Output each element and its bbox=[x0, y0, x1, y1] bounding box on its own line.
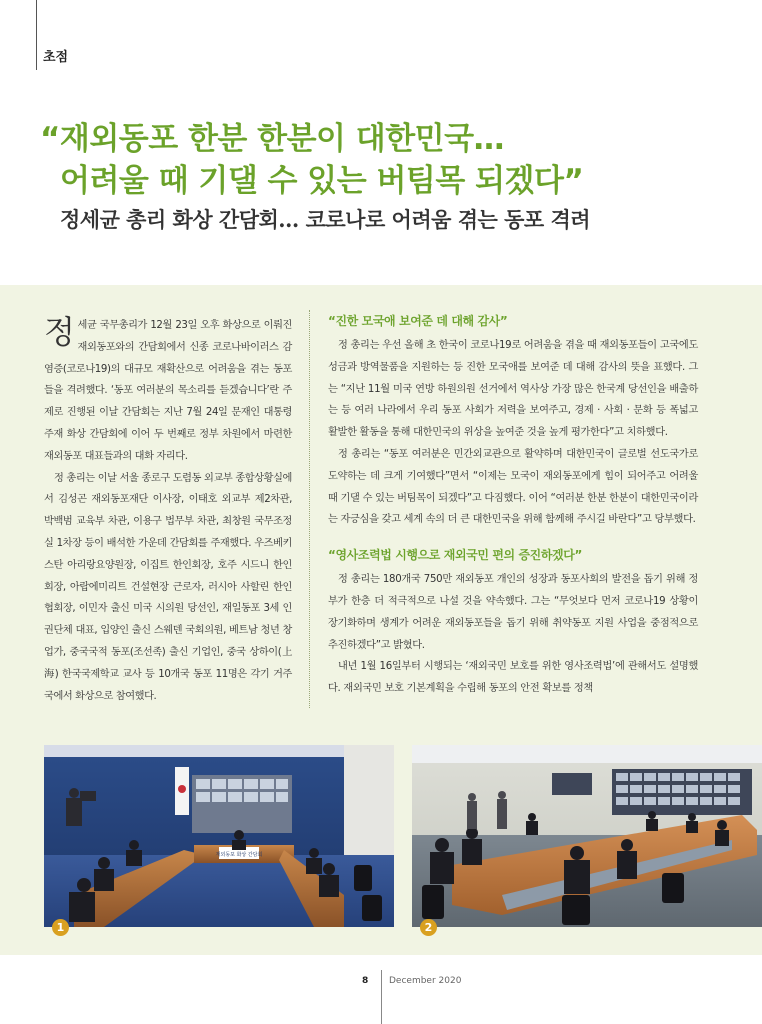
right-paragraph-2: 정 총리는 “동포 여러분은 민간외교관으로 활약하며 대한민국이 글로벌 선도국가로 도약하는 데 크게 기여했다”면서 “이제는 모국이 재외동포에게 힘이 되어주고 어려울 때 기댈 수 있는 버팀목이 되겠다”고 다짐했다. 이어 “여러분 한분 한분이 대한민국이라는 자긍심을 갖고 세계 속의 더 큰 대한민국을 위해 함께해 주시길 바란다”고 당부했다. bbox=[328, 448, 698, 526]
issue-date: December 2020 bbox=[389, 976, 462, 986]
right-column bbox=[328, 311, 698, 700]
right-paragraph-1: 정 총리는 우선 올해 초 한국이 코로나19로 어려움을 겪을 때 재외동포들이 고국에도 성금과 방역물품을 지원하는 등 진한 모국애를 보여준 데 대해 감사의 뜻을 표했다. 그는 “지난 11월 미국 연방 하원의원 선거에서 역사상 가장 많은 한국계 당선인을 배출하는 등 여러 나라에서 우리 동포 사회가 저력을 보여주고, 경제 · 사회 · 문화 등 폭넓고 활발한 활동을 통해 대한민국의 위상을 높여준 것을 높게 평가한다”고 치하했다. bbox=[328, 340, 698, 439]
drop-cap: 정 bbox=[44, 313, 75, 351]
headline-line-1: “재외동포 한분 한분이 대한민국… bbox=[40, 121, 505, 157]
left-paragraph-1 bbox=[44, 315, 292, 468]
left-paragraph-2: 정 총리는 이날 서울 종로구 도렴동 외교부 종합상황실에서 김성곤 재외동포재단 이사장, 이태호 외교부 제2차관, 박백범 교육부 차관, 이용구 법무부 차관, 최창원 국무조정실 1차장 등이 배석한 가운데 간담회를 주재했다. 우즈베키스탄 아리랑요양원장, 이집트 한인회장, 호주 시드니 한인회장, 아랍에미리트 건설현장 근로자, 러시아 사할린 한인협회장, 이민자 출신 미국 시의원 당선인, 재일동포 3세 인권단체 대표, 입양인 출신 스웨덴 국회의원, 베트남 청년 창업가, 중국국적 동포(조선족) 출신 기업인, 중국 상하이(上海) 한국국제학교 교사 등 10개국 동포 11명은 각기 거주국에서 화상으로 참여했다. bbox=[44, 472, 292, 702]
photo-1-banner-text: 재외동포 화상 간담회 bbox=[215, 852, 263, 858]
subheadline: 정세균 총리 화상 간담회… 코로나로 어려움 겪는 동포 격려 bbox=[60, 207, 591, 232]
right-paragraph-3: 정 총리는 180개국 750만 재외동포 개인의 성장과 동포사회의 발전을 돕기 위해 정부가 한층 더 적극적으로 나설 것을 약속했다. 그는 “무엇보다 먼저 코로나19 상황이 장기화하며 생계가 어려운 재외동포들을 돕기 위해 취약동포 지원 사업을 중점적으로 추진하겠다”고 밝혔다. bbox=[328, 574, 698, 651]
photo-1-illustration bbox=[44, 745, 394, 927]
photo-conference-table bbox=[412, 745, 762, 934]
photo-2-illustration bbox=[412, 745, 762, 927]
headline bbox=[40, 118, 740, 202]
left-paragraph-1-text: 세균 국무총리가 12월 23일 오후 화상으로 이뤄진 재외동포와의 간담회에서 신종 코로나바이러스 감염증(코로나19)의 대규모 재확산으로 어려움을 겪는 동포들을 격려했다. ‘동포 여러분의 목소리를 듣겠습니다’란 주제로 진행된 이날 간담회는 지난 7월 24일 문재인 대통령 주재 화상 간담회에 이어 두 번째로 정부 차원에서 마련한 재외동포 대표들과의 대화 자리다. bbox=[44, 320, 292, 462]
column-divider bbox=[309, 310, 310, 708]
photo-video-conference-room bbox=[44, 745, 394, 934]
photo-1-number-badge: 1 bbox=[52, 919, 69, 936]
headline-line-2: 어려울 때 기댈 수 있는 버팀목 되겠다” bbox=[60, 163, 584, 199]
section-label: 초점 bbox=[43, 50, 69, 65]
right-heading-1: “진한 모국애 보여준 데 대해 감사” bbox=[328, 314, 508, 328]
footer-rule bbox=[381, 970, 382, 1024]
left-column bbox=[44, 315, 292, 707]
right-heading-2: “영사조력법 시행으로 재외국민 편의 증진하겠다” bbox=[328, 548, 582, 563]
photo-2-number-badge: 2 bbox=[420, 919, 437, 936]
page-number: 8 bbox=[362, 976, 369, 986]
right-paragraph-4: 내년 1월 16일부터 시행되는 ‘재외국민 보호를 위한 영사조력법’에 관해서도 설명했다. 재외국민 보호 기본계획을 수립해 동포의 안전 확보를 정책 bbox=[328, 661, 698, 695]
top-rule bbox=[36, 0, 37, 70]
